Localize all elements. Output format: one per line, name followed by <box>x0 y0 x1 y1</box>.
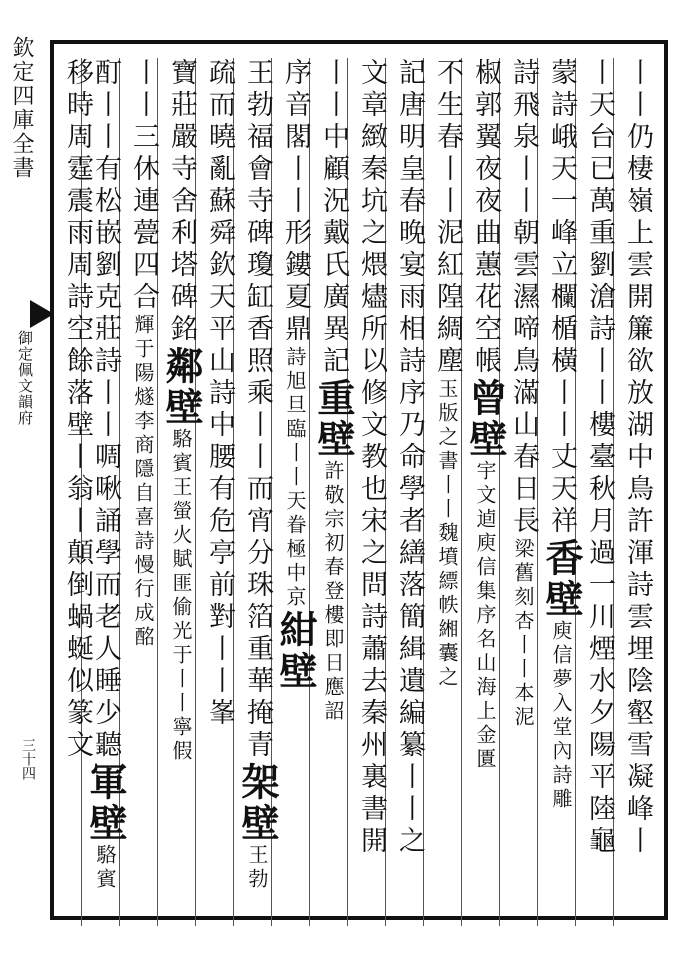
entry-heading: 紺壁 <box>273 610 318 692</box>
column-annotation: 輝于陽燧李商隱自喜詩慢行成酩 <box>131 314 155 650</box>
column-text: 蒙詩峨天一峰立欄楯橫丨丨丈天祥 <box>546 58 577 538</box>
entry-heading: 重壁 <box>311 378 356 460</box>
column-text: 疏而曉亂蘇舜欽天平山詩中腰有危亭前對丨丨峯 <box>204 58 235 730</box>
column-text: 丨丨中顧況戴氏廣異記 <box>318 58 349 378</box>
column-annotation: 庾信夢入堂內詩雕 <box>549 620 573 812</box>
column-annotation: 駱賓 <box>93 844 117 892</box>
column-text: 寶莊嚴寺舍利塔碑銘 <box>166 58 197 346</box>
collection-title: 欽定四庫全書 <box>9 36 34 180</box>
column-text: 詩飛泉丨丨朝雲濕啼鳥滿山春日長 <box>508 58 539 538</box>
column-annotation: 玉版之書丨丨魏墳縹帙緗囊之 <box>435 378 459 690</box>
entry-heading: 曾壁 <box>463 378 508 460</box>
entry-heading: 鄰壁 <box>159 346 204 428</box>
column-text: 酊丨丨有松嵌劉克莊詩丨丨啁啾誦學而老人睡少聽 <box>90 58 121 762</box>
entry-heading: 香壁 <box>539 538 584 620</box>
column-text: 文章緻秦坑之煨燼所以修文教也宋之問詩蕭去秦州裏書開 <box>356 58 387 858</box>
column-text: 序音閣丨丨形鏤夏鼎 <box>280 58 311 346</box>
book-title: 御定佩文韻府 <box>16 330 34 426</box>
entry-heading: 軍壁 <box>83 762 128 844</box>
text-column-16 <box>54 58 100 926</box>
column-annotation: 宇文逌庾信集序名山海上金匱 <box>473 460 497 772</box>
column-annotation: 王勃 <box>245 844 269 892</box>
column-text: 王勃福會寺碑瓊缸香照乘丨丨而宵分珠箔重華掩青 <box>242 58 273 762</box>
column-annotation: 駱賓王螢火賦匪偷光于丨丨寧假 <box>169 428 193 764</box>
column-annotation: 許敬宗初春登樓即日應詔 <box>321 460 345 724</box>
column-text: 丨丨三休連甍四合 <box>128 58 159 314</box>
column-text: 不生春丨丨泥紅隍綢塵 <box>432 58 463 378</box>
page-number: 三十四 <box>20 738 36 780</box>
column-text: 椒郭翼夜夜曲蕙花空帳 <box>470 58 501 378</box>
column-text: 丨天台已萬重劉滄詩丨丨樓臺秋月過一川煙水夕陽平陸龜 <box>584 58 615 858</box>
column-text: 記唐明皇春晚宴雨相詩序乃命學者繕落簡緝遺編纂丨丨之 <box>394 58 425 858</box>
column-annotation: 梁舊刻杏丨丨本泥 <box>511 538 535 730</box>
column-annotation: 詩旭旦臨丨丨天眷極中京 <box>283 346 307 610</box>
column-text: 丨丨仍棲嶺上雲開簾欲放湖中鳥許渾詩雲埋陰壑雪凝峰丨 <box>622 58 653 858</box>
column-text: 移時周霆震雨周詩空餘落壁丨翁丨顛倒蝸蜒似篆文 <box>62 58 93 762</box>
entry-heading: 架壁 <box>235 762 280 844</box>
